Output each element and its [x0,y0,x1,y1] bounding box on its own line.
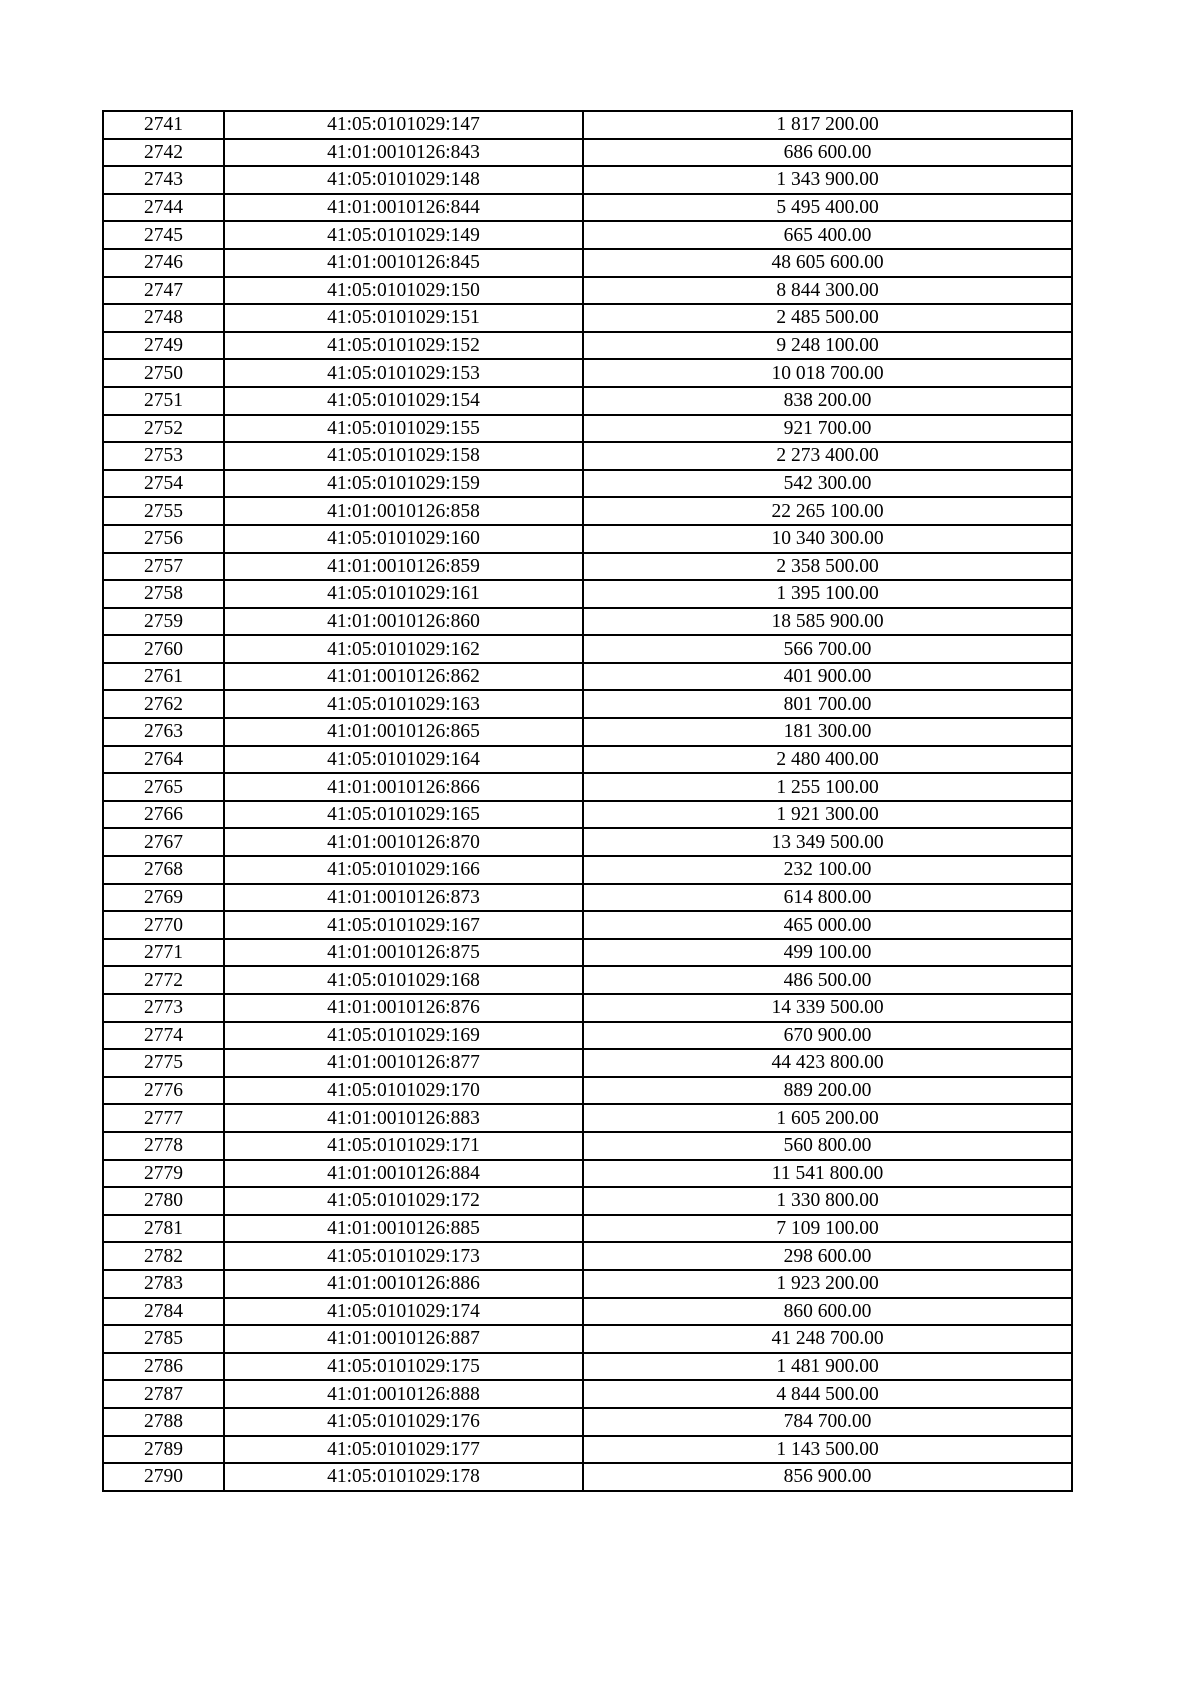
table-row [103,690,1072,718]
row-number-cell: 2775 [103,1049,224,1077]
row-number-cell: 2751 [103,387,224,415]
cadastral-number-cell: 41:01:0010126:888 [224,1380,583,1408]
cadastral-number-cell: 41:01:0010126:844 [224,194,583,222]
cadastral-value-cell: 665 400.00 [583,221,1072,249]
table-row [103,387,1072,415]
row-number-cell: 2789 [103,1436,224,1464]
row-number-cell: 2772 [103,966,224,994]
cadastral-value-cell: 2 273 400.00 [583,442,1072,470]
row-number-cell: 2747 [103,277,224,305]
row-number-cell: 2777 [103,1104,224,1132]
cadastral-number-cell: 41:01:0010126:870 [224,828,583,856]
cadastral-number-cell: 41:05:0101029:150 [224,277,583,305]
cadastral-value-table [102,110,1073,1492]
cadastral-number-cell: 41:01:0010126:860 [224,608,583,636]
cadastral-value-cell: 1 921 300.00 [583,801,1072,829]
cadastral-value-cell: 10 018 700.00 [583,359,1072,387]
row-number-cell: 2762 [103,690,224,718]
row-number-cell: 2763 [103,718,224,746]
cadastral-value-cell: 48 605 600.00 [583,249,1072,277]
row-number-cell: 2754 [103,470,224,498]
cadastral-value-cell: 14 339 500.00 [583,994,1072,1022]
row-number-cell: 2749 [103,332,224,360]
table-row [103,166,1072,194]
cadastral-value-cell: 856 900.00 [583,1463,1072,1491]
table-row [103,1187,1072,1215]
row-number-cell: 2750 [103,359,224,387]
cadastral-number-cell: 41:05:0101029:174 [224,1298,583,1326]
row-number-cell: 2769 [103,884,224,912]
table-row [103,553,1072,581]
cadastral-number-cell: 41:05:0101029:177 [224,1436,583,1464]
row-number-cell: 2760 [103,635,224,663]
cadastral-number-cell: 41:05:0101029:158 [224,442,583,470]
cadastral-number-cell: 41:05:0101029:165 [224,801,583,829]
row-number-cell: 2783 [103,1270,224,1298]
row-number-cell: 2766 [103,801,224,829]
cadastral-value-cell: 1 395 100.00 [583,580,1072,608]
cadastral-value-cell: 7 109 100.00 [583,1215,1072,1243]
cadastral-number-cell: 41:05:0101029:153 [224,359,583,387]
cadastral-number-cell: 41:05:0101029:171 [224,1132,583,1160]
row-number-cell: 2770 [103,911,224,939]
table-row [103,580,1072,608]
table-row [103,525,1072,553]
row-number-cell: 2782 [103,1242,224,1270]
cadastral-value-cell: 1 605 200.00 [583,1104,1072,1132]
cadastral-number-cell: 41:05:0101029:155 [224,415,583,443]
row-number-cell: 2787 [103,1380,224,1408]
table-row [103,139,1072,167]
table-row [103,884,1072,912]
cadastral-number-cell: 41:05:0101029:159 [224,470,583,498]
table-row [103,1380,1072,1408]
row-number-cell: 2744 [103,194,224,222]
cadastral-value-cell: 9 248 100.00 [583,332,1072,360]
cadastral-number-cell: 41:01:0010126:887 [224,1325,583,1353]
cadastral-value-cell: 232 100.00 [583,856,1072,884]
table-row [103,1436,1072,1464]
table-row [103,1408,1072,1436]
cadastral-value-cell: 465 000.00 [583,911,1072,939]
cadastral-number-cell: 41:01:0010126:886 [224,1270,583,1298]
cadastral-number-cell: 41:05:0101029:163 [224,690,583,718]
cadastral-value-cell: 889 200.00 [583,1077,1072,1105]
cadastral-value-cell: 41 248 700.00 [583,1325,1072,1353]
row-number-cell: 2756 [103,525,224,553]
cadastral-number-cell: 41:05:0101029:148 [224,166,583,194]
cadastral-value-cell: 13 349 500.00 [583,828,1072,856]
table-row [103,1104,1072,1132]
table-row [103,773,1072,801]
cadastral-value-cell: 838 200.00 [583,387,1072,415]
cadastral-number-cell: 41:01:0010126:859 [224,553,583,581]
table-row [103,442,1072,470]
cadastral-value-cell: 44 423 800.00 [583,1049,1072,1077]
cadastral-number-cell: 41:05:0101029:147 [224,111,583,139]
row-number-cell: 2748 [103,304,224,332]
cadastral-value-cell: 801 700.00 [583,690,1072,718]
cadastral-number-cell: 41:01:0010126:862 [224,663,583,691]
row-number-cell: 2776 [103,1077,224,1105]
cadastral-number-cell: 41:01:0010126:866 [224,773,583,801]
table-row [103,304,1072,332]
cadastral-value-cell: 5 495 400.00 [583,194,1072,222]
table-row [103,1077,1072,1105]
cadastral-number-cell: 41:01:0010126:884 [224,1160,583,1188]
cadastral-value-cell: 560 800.00 [583,1132,1072,1160]
cadastral-number-cell: 41:05:0101029:168 [224,966,583,994]
cadastral-value-cell: 298 600.00 [583,1242,1072,1270]
cadastral-number-cell: 41:01:0010126:845 [224,249,583,277]
row-number-cell: 2786 [103,1353,224,1381]
cadastral-number-cell: 41:05:0101029:169 [224,1022,583,1050]
table-row [103,277,1072,305]
table-row [103,332,1072,360]
row-number-cell: 2745 [103,221,224,249]
table-row [103,1353,1072,1381]
cadastral-value-cell: 542 300.00 [583,470,1072,498]
row-number-cell: 2741 [103,111,224,139]
table-row [103,856,1072,884]
row-number-cell: 2779 [103,1160,224,1188]
row-number-cell: 2767 [103,828,224,856]
table-row [103,1463,1072,1491]
cadastral-value-cell: 1 330 800.00 [583,1187,1072,1215]
cadastral-value-cell: 499 100.00 [583,939,1072,967]
table-row [103,359,1072,387]
cadastral-value-cell: 401 900.00 [583,663,1072,691]
table-row [103,1160,1072,1188]
cadastral-number-cell: 41:05:0101029:176 [224,1408,583,1436]
table-row [103,911,1072,939]
cadastral-number-cell: 41:05:0101029:154 [224,387,583,415]
cadastral-value-cell: 686 600.00 [583,139,1072,167]
cadastral-value-cell: 2 485 500.00 [583,304,1072,332]
row-number-cell: 2757 [103,553,224,581]
table-row [103,966,1072,994]
row-number-cell: 2752 [103,415,224,443]
cadastral-value-cell: 614 800.00 [583,884,1072,912]
cadastral-value-cell: 181 300.00 [583,718,1072,746]
cadastral-number-cell: 41:01:0010126:875 [224,939,583,967]
row-number-cell: 2758 [103,580,224,608]
table-row [103,1022,1072,1050]
cadastral-value-cell: 1 255 100.00 [583,773,1072,801]
row-number-cell: 2790 [103,1463,224,1491]
row-number-cell: 2742 [103,139,224,167]
table-row [103,746,1072,774]
cadastral-number-cell: 41:05:0101029:164 [224,746,583,774]
table-row [103,663,1072,691]
table-row [103,1049,1072,1077]
row-number-cell: 2743 [103,166,224,194]
row-number-cell: 2773 [103,994,224,1022]
table-body [103,111,1072,1491]
cadastral-number-cell: 41:05:0101029:160 [224,525,583,553]
row-number-cell: 2778 [103,1132,224,1160]
table-row [103,497,1072,525]
table-row [103,194,1072,222]
cadastral-number-cell: 41:01:0010126:843 [224,139,583,167]
cadastral-number-cell: 41:05:0101029:151 [224,304,583,332]
row-number-cell: 2746 [103,249,224,277]
table-row [103,1242,1072,1270]
table-row [103,828,1072,856]
table-row [103,470,1072,498]
row-number-cell: 2774 [103,1022,224,1050]
table-row [103,801,1072,829]
row-number-cell: 2759 [103,608,224,636]
table-row [103,415,1072,443]
cadastral-number-cell: 41:05:0101029:166 [224,856,583,884]
cadastral-value-cell: 921 700.00 [583,415,1072,443]
row-number-cell: 2785 [103,1325,224,1353]
cadastral-value-cell: 860 600.00 [583,1298,1072,1326]
table-row [103,1132,1072,1160]
cadastral-value-cell: 11 541 800.00 [583,1160,1072,1188]
row-number-cell: 2765 [103,773,224,801]
table-row [103,1325,1072,1353]
table-row [103,635,1072,663]
cadastral-number-cell: 41:01:0010126:873 [224,884,583,912]
cadastral-value-cell: 22 265 100.00 [583,497,1072,525]
table-row [103,1215,1072,1243]
row-number-cell: 2780 [103,1187,224,1215]
cadastral-number-cell: 41:05:0101029:162 [224,635,583,663]
table-row [103,221,1072,249]
table-row [103,249,1072,277]
cadastral-number-cell: 41:01:0010126:858 [224,497,583,525]
cadastral-value-cell: 486 500.00 [583,966,1072,994]
cadastral-number-cell: 41:05:0101029:173 [224,1242,583,1270]
cadastral-number-cell: 41:01:0010126:883 [224,1104,583,1132]
table-row [103,1270,1072,1298]
cadastral-number-cell: 41:05:0101029:170 [224,1077,583,1105]
table-row [103,608,1072,636]
row-number-cell: 2771 [103,939,224,967]
table-row [103,1298,1072,1326]
cadastral-value-cell: 2 480 400.00 [583,746,1072,774]
cadastral-value-cell: 1 343 900.00 [583,166,1072,194]
row-number-cell: 2761 [103,663,224,691]
cadastral-number-cell: 41:01:0010126:877 [224,1049,583,1077]
cadastral-value-cell: 566 700.00 [583,635,1072,663]
cadastral-value-cell: 670 900.00 [583,1022,1072,1050]
cadastral-number-cell: 41:05:0101029:152 [224,332,583,360]
cadastral-number-cell: 41:05:0101029:161 [224,580,583,608]
cadastral-number-cell: 41:05:0101029:172 [224,1187,583,1215]
cadastral-value-cell: 1 143 500.00 [583,1436,1072,1464]
cadastral-number-cell: 41:01:0010126:876 [224,994,583,1022]
cadastral-value-cell: 784 700.00 [583,1408,1072,1436]
cadastral-number-cell: 41:05:0101029:178 [224,1463,583,1491]
cadastral-value-cell: 1 817 200.00 [583,111,1072,139]
cadastral-value-cell: 8 844 300.00 [583,277,1072,305]
row-number-cell: 2764 [103,746,224,774]
cadastral-number-cell: 41:01:0010126:885 [224,1215,583,1243]
cadastral-number-cell: 41:01:0010126:865 [224,718,583,746]
cadastral-value-cell: 4 844 500.00 [583,1380,1072,1408]
row-number-cell: 2768 [103,856,224,884]
cadastral-value-cell: 1 923 200.00 [583,1270,1072,1298]
row-number-cell: 2755 [103,497,224,525]
cadastral-number-cell: 41:05:0101029:167 [224,911,583,939]
cadastral-number-cell: 41:05:0101029:149 [224,221,583,249]
table-row [103,939,1072,967]
cadastral-value-cell: 18 585 900.00 [583,608,1072,636]
row-number-cell: 2781 [103,1215,224,1243]
row-number-cell: 2784 [103,1298,224,1326]
table-row [103,994,1072,1022]
cadastral-number-cell: 41:05:0101029:175 [224,1353,583,1381]
table-row [103,718,1072,746]
cadastral-value-cell: 1 481 900.00 [583,1353,1072,1381]
table-row [103,111,1072,139]
row-number-cell: 2788 [103,1408,224,1436]
row-number-cell: 2753 [103,442,224,470]
cadastral-value-cell: 2 358 500.00 [583,553,1072,581]
cadastral-value-cell: 10 340 300.00 [583,525,1072,553]
